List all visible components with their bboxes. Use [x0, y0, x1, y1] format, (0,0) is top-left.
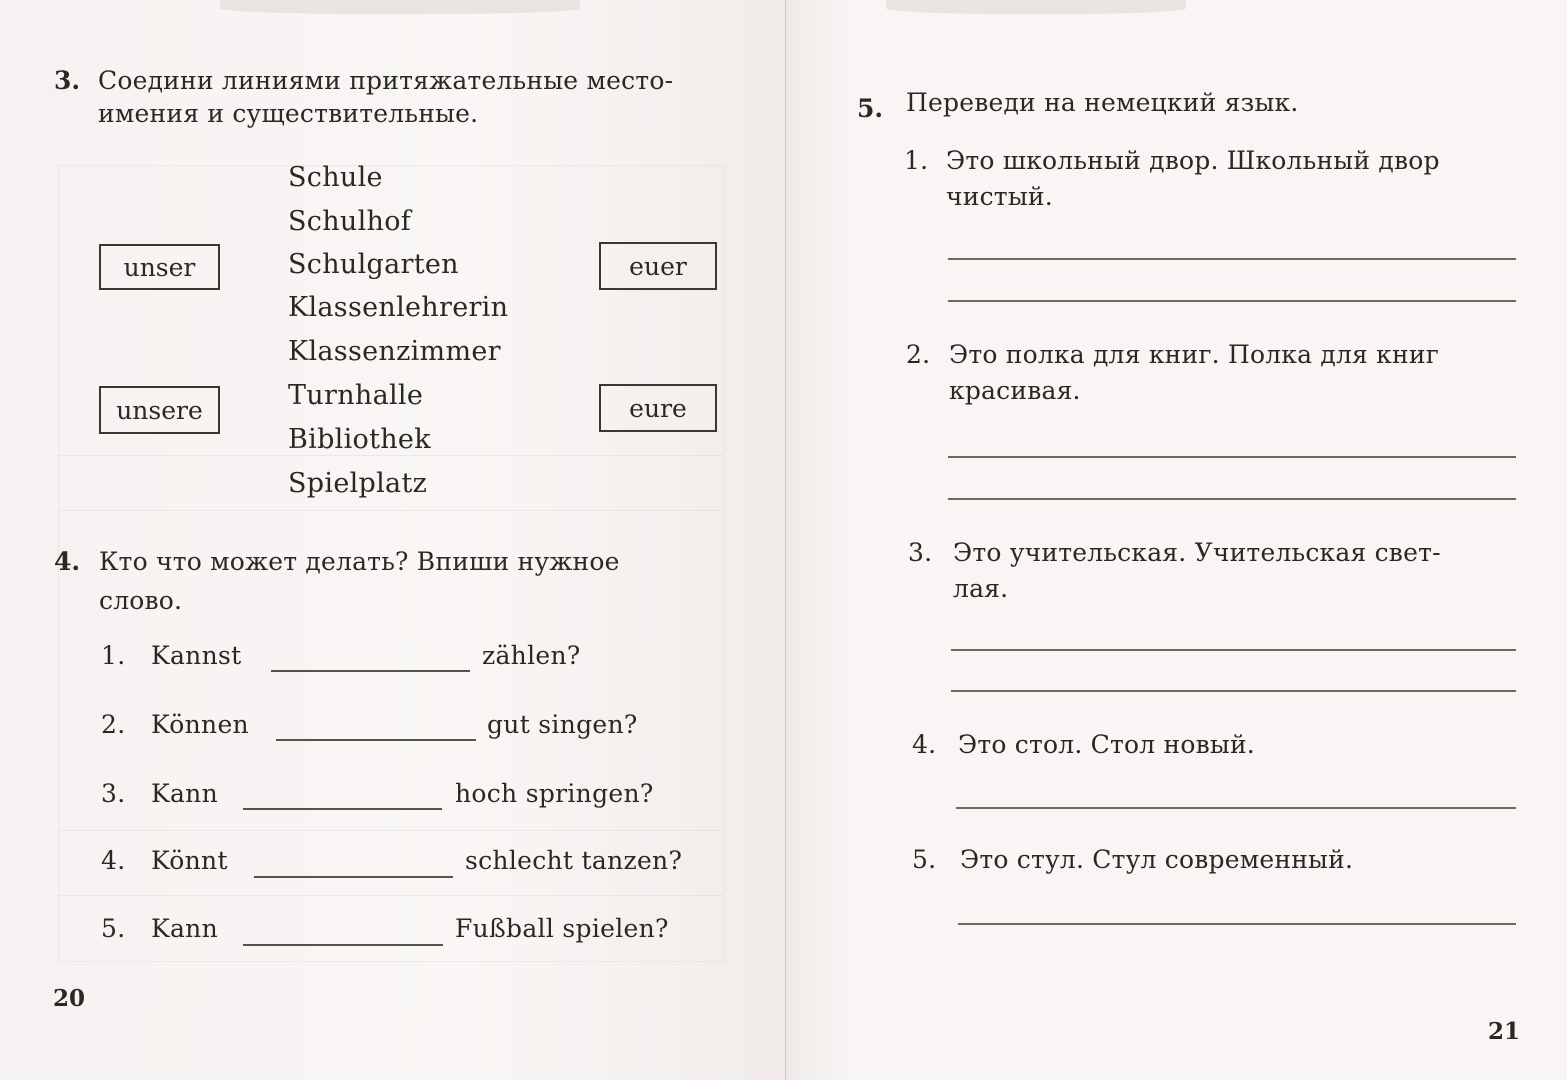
show-through-line	[58, 455, 723, 456]
pronoun-box-eure[interactable]	[599, 384, 717, 432]
fill-item-before: Könnt	[151, 846, 228, 875]
fill-item-after: schlecht tanzen?	[465, 846, 683, 875]
task-5-number: 5.	[857, 94, 884, 123]
answer-line[interactable]	[948, 456, 1516, 458]
task-4-number: 4.	[54, 547, 81, 576]
noun-item[interactable]: Bibliothek	[288, 424, 431, 455]
page-edge-shadow	[886, 0, 1186, 14]
task-3-number: 3.	[54, 66, 81, 95]
translate-item-line2: красивая.	[949, 376, 1081, 405]
fill-blank-input[interactable]	[271, 670, 470, 672]
translate-item-line2: чистый.	[946, 182, 1053, 211]
noun-item[interactable]: Turnhalle	[288, 380, 424, 411]
answer-line[interactable]	[948, 258, 1516, 260]
fill-item-before: Können	[151, 710, 249, 739]
translate-item-line1: Это стол. Стол новый.	[958, 730, 1255, 759]
noun-item[interactable]: Klassenzimmer	[288, 336, 501, 367]
translate-item-line1: Это школьный двор. Школьный двор	[946, 146, 1440, 175]
page-number-left: 20	[53, 985, 86, 1012]
translate-item-line1: Это полка для книг. Полка для книг	[949, 340, 1440, 369]
answer-line[interactable]	[958, 923, 1516, 925]
noun-item[interactable]: Schulgarten	[288, 249, 459, 280]
pronoun-label: euer	[629, 251, 687, 281]
show-through-line	[58, 510, 723, 511]
task-4-instruction-line2: слово.	[99, 586, 183, 615]
fill-item-after: hoch springen?	[455, 779, 654, 808]
task-3-instruction-line2: имения и существительные.	[98, 99, 479, 128]
fill-item-before: Kann	[151, 779, 218, 808]
fill-item-after: gut singen?	[487, 710, 638, 739]
answer-line[interactable]	[948, 300, 1516, 302]
pronoun-box-euer[interactable]	[599, 242, 717, 290]
translate-item-number: 3.	[908, 538, 933, 567]
answer-line[interactable]	[951, 649, 1516, 651]
fill-item-number: 2.	[101, 710, 126, 739]
page-number-right: 21	[1488, 1018, 1521, 1045]
noun-item[interactable]: Schulhof	[288, 206, 412, 237]
fill-item-before: Kannst	[151, 641, 242, 670]
fill-blank-input[interactable]	[243, 944, 443, 946]
task-4-instruction-line1: Кто что может делать? Впиши нужное	[99, 547, 620, 576]
pronoun-box-unser[interactable]	[99, 244, 220, 290]
task-3-instruction-line1: Соедини линиями притяжательные место-	[98, 66, 674, 95]
fill-blank-input[interactable]	[276, 739, 476, 741]
pronoun-label: eure	[629, 393, 687, 423]
translate-item-number: 5.	[912, 845, 937, 874]
fill-item-number: 5.	[101, 914, 126, 943]
translate-item-number: 1.	[904, 146, 929, 175]
translate-item-line2: лая.	[953, 574, 1009, 603]
show-through-line	[58, 895, 723, 896]
fill-item-after: Fußball spielen?	[455, 914, 669, 943]
fill-blank-input[interactable]	[254, 876, 453, 878]
fill-item-number: 1.	[101, 641, 126, 670]
answer-line[interactable]	[951, 690, 1516, 692]
answer-line[interactable]	[956, 807, 1516, 809]
translate-item-number: 2.	[906, 340, 931, 369]
fill-item-number: 4.	[101, 846, 126, 875]
noun-item[interactable]: Spielplatz	[288, 468, 428, 499]
show-through-line	[58, 830, 723, 831]
translate-item-line1: Это стул. Стул современный.	[960, 845, 1354, 874]
right-page	[786, 0, 1567, 1080]
answer-line[interactable]	[948, 498, 1516, 500]
pronoun-label: unser	[123, 252, 196, 282]
fill-item-number: 3.	[101, 779, 126, 808]
pronoun-box-unsere[interactable]	[99, 386, 220, 434]
fill-blank-input[interactable]	[243, 808, 442, 810]
page-edge-shadow	[220, 0, 580, 14]
pronoun-label: unsere	[116, 395, 203, 425]
noun-item[interactable]: Schule	[288, 162, 383, 193]
translate-item-number: 4.	[912, 730, 937, 759]
translate-item-line1: Это учительская. Учительская свет-	[953, 538, 1441, 567]
noun-item[interactable]: Klassenlehrerin	[288, 292, 509, 323]
fill-item-after: zählen?	[482, 641, 581, 670]
fill-item-before: Kann	[151, 914, 218, 943]
task-5-instruction: Переведи на немецкий язык.	[906, 88, 1299, 117]
